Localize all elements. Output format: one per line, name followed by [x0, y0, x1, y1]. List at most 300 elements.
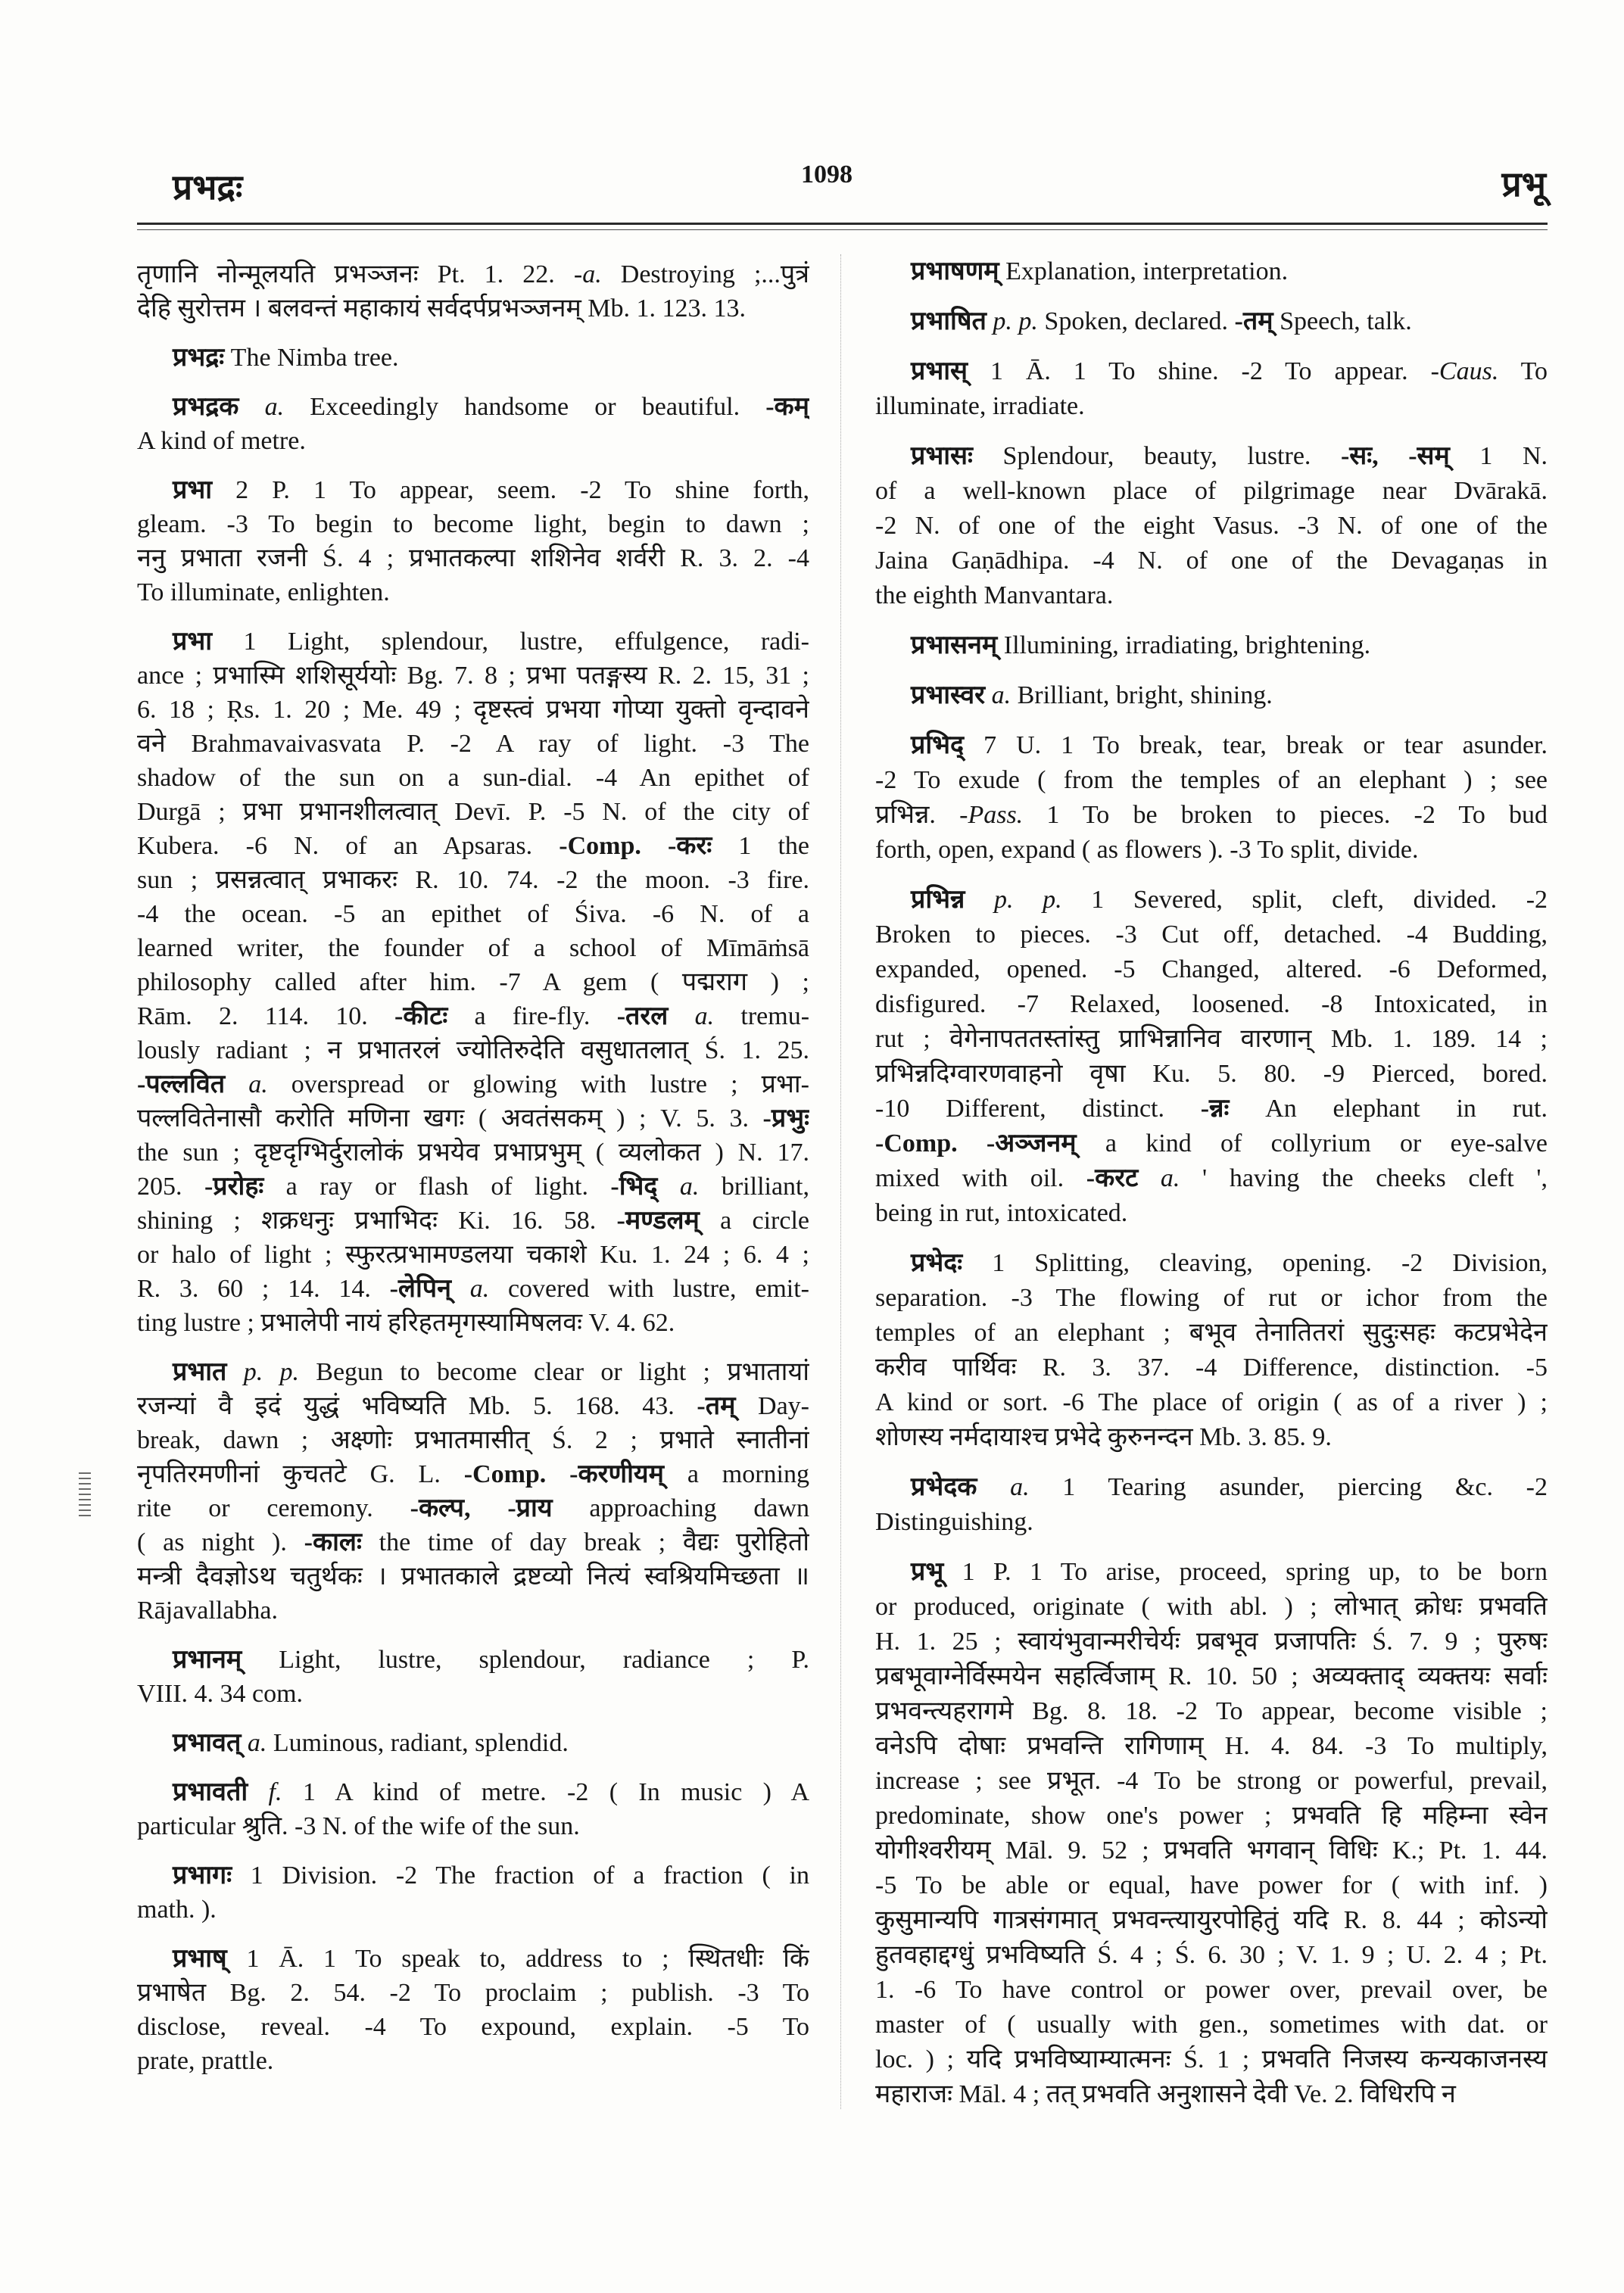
entry-text: mixed with oil. [875, 1164, 1086, 1192]
entry-line [875, 1126, 1548, 1161]
entry-text: 1 Splitting, cleaving, opening. -2 Division, [962, 1249, 1548, 1277]
headword: प्रभेदः [911, 1249, 963, 1277]
column-divider [840, 254, 841, 2109]
entry-text: करीव पार्थिवः R. 3. 37. -4 Difference, distinction. -5 [875, 1354, 1548, 1382]
entry-line [137, 575, 809, 609]
entry-text: Exceedingly handsome or beautiful. [284, 393, 766, 421]
entry-text: the time of day break ; वैद्यः पुरोहितो [361, 1528, 809, 1556]
entry-text: expanded, opened. -5 Changed, altered. -6 Deformed, [875, 955, 1548, 983]
entry-text: An elephant in rut. [1229, 1095, 1548, 1123]
entry-text: 1 the [712, 832, 809, 860]
entry-text: a circle [699, 1207, 809, 1235]
headword: प्रभू [911, 1558, 944, 1586]
entry-text: overspread or glowing with lustre ; प्रभा- [267, 1070, 809, 1098]
entry-text: 1 Severed, split, cleft, divided. -2 [1061, 886, 1548, 914]
entry-text: ननु प्रभाता रजनी Ś. 4 ; प्रभातकल्पा शशिनेव शर्वरी R. 3. 2. -4 [137, 544, 809, 572]
headword: प्रभा [173, 476, 213, 504]
entry-text: 1 To be broken to pieces. -2 To bud [1023, 801, 1548, 829]
grammar-label: a. [582, 260, 602, 288]
headword: प्रभागः [173, 1862, 232, 1890]
entry-text: disclose, reveal. -4 To expound, explain. -5 To [137, 2013, 809, 2041]
entry-line [137, 863, 809, 897]
entry-text: देहि सुरोत्तम । बलवन्तं महाकायं सर्वदर्पप्रभञ्जनम् Mb. 1. 123. 13. [137, 294, 747, 322]
entry-text [985, 681, 992, 709]
grammar-label: a. [264, 393, 285, 421]
entry-text: R. 3. 60 ; 14. 14. [137, 1275, 390, 1303]
entry-text: Day- [735, 1392, 809, 1420]
entry-text: philosophy called after him. -7 A gem ( पद्मराग ) ; [137, 968, 809, 996]
entry-line [137, 1457, 809, 1491]
entry-line [137, 1643, 809, 1677]
entry-text: ting lustre ; प्रभालेपी नायं हरिहतमृगस्यामिषलवः V. 4. 62. [137, 1309, 675, 1337]
entry-line [875, 1420, 1548, 1455]
entry-line [875, 1057, 1548, 1092]
entry-text: To illuminate, enlighten. [137, 578, 390, 606]
entry-text: Kubera. -6 N. of an Apsaras. [137, 832, 560, 860]
entry-text: rut ; वेगेनापततस्तांस्तु प्राभिन्नानिव वारणान् Mb. 1. 189. 14 ; [875, 1025, 1548, 1053]
entry-text: 1 P. 1 To arise, proceed, spring up, to be born [943, 1558, 1548, 1586]
subentry-label: -प्रभुः [762, 1104, 809, 1132]
entry-text: 1 N. [1449, 442, 1548, 470]
entry-text: brilliant, [699, 1173, 809, 1201]
entry-text: 205. [137, 1173, 204, 1201]
entry-text: a ray or flash of light. [263, 1173, 611, 1201]
subentry-label: -प्ररोहः [204, 1173, 264, 1201]
entry-text: To [1498, 357, 1548, 385]
entry-line [875, 952, 1548, 987]
entry-text: prate, prattle. [137, 2047, 274, 2075]
dictionary-entry [137, 390, 809, 458]
dictionary-entry [137, 1355, 809, 1628]
entry-line [875, 389, 1548, 424]
entry-text: a kind of collyrium or eye-salve [1076, 1129, 1548, 1157]
subentry-label: -करः [667, 832, 712, 860]
entry-text: योगीश्वरीयम् Māl. 9. 52 ; प्रभवति भगवान् विधिः K.; Pt. 1. 44. [875, 1837, 1548, 1865]
headword: प्रभासः [911, 442, 973, 470]
entry-text [225, 1070, 248, 1098]
entry-text [1138, 1164, 1161, 1192]
dictionary-entry [137, 625, 809, 1340]
dictionary-entry [875, 1555, 1548, 2112]
entry-text: or halo of light ; स्फुरत्प्रभामण्डलया चकाशे Ku. 1. 24 ; 6. 4 ; [137, 1241, 809, 1269]
entry-line [137, 390, 809, 424]
entry-line [875, 1161, 1548, 1196]
headword: प्रभिद् [911, 731, 965, 759]
entry-line [875, 1590, 1548, 1625]
entry-line [875, 439, 1548, 474]
entry-text: Speech, talk. [1273, 307, 1412, 335]
entry-text: -4 the ocean. -5 an epithet of Śiva. -6 N. of a [137, 900, 809, 928]
entry-line [137, 1101, 809, 1136]
entry-text [965, 886, 994, 914]
entry-text: Begun to become clear or light ; प्रभातायां [299, 1358, 809, 1386]
grammar-label: p. p. [994, 886, 1062, 914]
entry-text: break, dawn ; अक्ष्णोः प्रभातमासीत् Ś. 2 ; प्रभाते स्नातीनां [137, 1426, 809, 1454]
entry-line [137, 541, 809, 575]
entry-text: Broken to pieces. -3 Cut off, detached. -4 Budding, [875, 921, 1548, 949]
entry-text: 1 Tearing asunder, piercing &c. -2 [1029, 1473, 1548, 1501]
entry-text: हुतवहाद्दग्धुं प्रभविष्यति Ś. 4 ; Ś. 6. 30 ; V. 1. 9 ; U. 2. 4 ; Pt. [875, 1941, 1548, 1969]
entry-line [875, 918, 1548, 952]
entry-text: प्रबभूवाग्नेर्विस्मयेन सहर्त्विजाम् R. 10. 50 ; अव्यक्ताद् व्यक्तयः सर्वाः [875, 1662, 1548, 1690]
entry-line [875, 578, 1548, 613]
entry-line [875, 728, 1548, 763]
entry-text: H. 1. 25 ; स्वायंभुवान्मरीचेर्यः प्रबभूव प्रजापतिः Ś. 7. 9 ; पुरुषः [875, 1628, 1548, 1656]
entry-line [875, 1973, 1548, 2008]
entry-text: shining ; शक्रधनुः प्रभाभिदः Ki. 16. 58. [137, 1207, 617, 1235]
subentry-label: -Comp. [463, 1460, 547, 1488]
entry-line [137, 473, 809, 507]
dictionary-entry [137, 1726, 809, 1760]
entry-text: रजन्यां वै इदं युद्धं भविष्यति Mb. 5. 168. 43. [137, 1392, 697, 1420]
dictionary-entry [875, 1470, 1548, 1540]
entry-line [137, 424, 809, 458]
entry-line [137, 2044, 809, 2078]
entry-text [977, 1473, 1010, 1501]
entry-line [137, 1942, 809, 1976]
entry-text: 1 Division. -2 The fraction of a fraction ( in [232, 1862, 809, 1890]
entry-text: तृणानि नोन्मूलयति प्रभञ्जनः Pt. 1. 22. - [137, 260, 583, 288]
headword: प्रभावती [173, 1778, 248, 1806]
entry-text: Jaina Gaṇādhipa. -4 N. of one of the Devagaṇas in [875, 547, 1548, 575]
entry-line [137, 1525, 809, 1559]
right-guide-word: प्रभू [1501, 165, 1546, 204]
entry-line [875, 1351, 1548, 1385]
entry-line [137, 1033, 809, 1067]
entry-line [137, 507, 809, 541]
grammar-label: a. [469, 1275, 490, 1303]
entry-text: -10 Different, distinct. [875, 1095, 1201, 1123]
headword: प्रभाष् [173, 1945, 227, 1973]
subentry-label: -Comp. [875, 1129, 958, 1157]
entry-text: covered with lustre, emit- [489, 1275, 809, 1303]
entry-line [875, 798, 1548, 833]
subentry-label: -लेपिन् [389, 1275, 451, 1303]
entry-text: learned writer, the founder of a school of Mīmāṁsā [137, 934, 809, 962]
entry-line [875, 2077, 1548, 2112]
entry-line [137, 1677, 809, 1711]
continued-entry [137, 257, 809, 326]
entry-line [137, 727, 809, 761]
entry-text: approaching dawn [552, 1494, 809, 1522]
entry-line [137, 1809, 809, 1843]
entry-text: sun ; प्रसन्नत्वात् प्रभाकरः R. 10. 74. -2 the moon. -3 fire. [137, 866, 809, 894]
entry-line [875, 1833, 1548, 1868]
entry-text: math. ). [137, 1896, 217, 1924]
entry-text [641, 832, 668, 860]
entry-text: Light, lustre, splendour, radiance ; P. [242, 1646, 809, 1674]
entry-text: Explanation, interpretation. [999, 257, 1289, 285]
entry-line [137, 257, 809, 291]
entry-line [137, 1238, 809, 1272]
dictionary-entry [137, 473, 809, 609]
subentry-label: -अञ्जनम् [986, 1129, 1077, 1157]
entry-text [451, 1275, 470, 1303]
entry-line [875, 1555, 1548, 1590]
entry-line [137, 693, 809, 727]
entry-text: or produced, originate ( with abl. ) ; लोभात् क्रोधः प्रभवति [875, 1593, 1548, 1621]
entry-text: illuminate, irradiate. [875, 392, 1085, 420]
entry-text: the sun ; दृष्टदृग्भिर्दुरालोकं प्रभयेव प्रभाप्रभुम् ( व्यलोकत ) N. 17. [137, 1139, 809, 1167]
entry-text: प्रभवन्त्यहरागमे Bg. 8. 18. -2 To appear, become visible ; [875, 1697, 1548, 1725]
entry-text [657, 1173, 679, 1201]
entry-text: -5 To be able or equal, have power for ( with inf. ) [875, 1871, 1548, 1899]
entry-text: gleam. -3 To begin to become light, begin to dawn ; [137, 510, 809, 538]
entry-line [875, 1729, 1548, 1764]
entry-line [875, 354, 1548, 389]
entry-line [137, 2010, 809, 2044]
entry-text: पल्लवितेनासौ करोति मणिना खगः ( अवतंसकम् ) ; V. 5. 3. [137, 1104, 763, 1132]
entry-text: वने Brahmavaivasvata P. -2 A ray of light. -3 The [137, 730, 809, 758]
entry-text: प्रभिन्न. - [875, 801, 968, 829]
grammar-label: a. [1010, 1473, 1030, 1501]
entry-line [875, 1022, 1548, 1057]
dictionary-entry [875, 883, 1548, 1231]
entry-line [137, 761, 809, 795]
headword: प्रभद्रक [173, 393, 239, 421]
entry-line [137, 1389, 809, 1423]
grammar-label: Caus. [1439, 357, 1499, 385]
entry-text: शोणस्य नर्मदायाश्च प्रभेदे कुरुनन्दन Mb. 3. 85. 9. [875, 1423, 1332, 1451]
entry-text: particular श्रुति. -3 N. of the wife of the sun. [137, 1812, 580, 1840]
dictionary-entry [875, 678, 1548, 713]
entry-text [226, 1358, 243, 1386]
subentry-label: -करट [1086, 1164, 1139, 1192]
page-number: 1098 [801, 160, 853, 188]
entry-line [137, 341, 809, 375]
dictionary-entry [875, 304, 1548, 339]
entry-line [137, 1559, 809, 1594]
entry-text: being in rut, intoxicated. [875, 1199, 1128, 1227]
entry-text: A kind of metre. [137, 427, 306, 455]
subentry-label: -भिद् [610, 1173, 658, 1201]
entry-line [875, 1694, 1548, 1729]
entry-text [241, 1729, 248, 1757]
grammar-label: a. [679, 1173, 700, 1201]
entry-line [137, 897, 809, 931]
entry-line [875, 254, 1548, 289]
left-column [137, 257, 809, 2078]
entry-text [238, 393, 264, 421]
entry-line [875, 987, 1548, 1022]
entry-line [137, 931, 809, 965]
subentry-label: -तरल [616, 1002, 669, 1030]
grammar-label: f. [268, 1778, 282, 1806]
entry-text: ' having the cheeks cleft ', [1180, 1164, 1548, 1192]
entry-line [137, 1067, 809, 1101]
entry-text: -2 N. of one of the eight Vasus. -3 N. of one of the [875, 512, 1548, 540]
entry-text: of a well-known place of pilgrimage near Dvārakā. [875, 477, 1548, 505]
subentry-label: -तम् [697, 1392, 736, 1420]
entry-line [137, 829, 809, 863]
entry-text: 1 Light, splendour, lustre, effulgence, radi- [212, 628, 809, 656]
entry-line [875, 1092, 1548, 1126]
entry-text: नृपतिरमणीनां कुचतटे G. L. [137, 1460, 464, 1488]
subentry-label: -न्नः [1200, 1095, 1230, 1123]
entry-text [248, 1778, 268, 1806]
entry-line [875, 1903, 1548, 1938]
headword: प्रभद्रः [173, 344, 225, 372]
entry-line [875, 628, 1548, 663]
entry-line [875, 1868, 1548, 1903]
headword: प्रभाषणम् [911, 257, 999, 285]
entry-text: Durgā ; प्रभा प्रभानशीलत्वात् Devī. P. -5 N. of the city of [137, 798, 809, 826]
dictionary-entry [137, 1942, 809, 2078]
entry-line [875, 1281, 1548, 1316]
subentry-label: -सः, -सम् [1340, 442, 1450, 470]
grammar-label: a. [991, 681, 1011, 709]
entry-text: shadow of the sun on a sun-dial. -4 An epithet of [137, 764, 809, 792]
entry-text: temples of an elephant ; बभूव तेनातितरां सुदुःसहः कटप्रभेदेन [875, 1319, 1548, 1347]
dictionary-entry [875, 354, 1548, 424]
header-rule [137, 223, 1548, 230]
entry-line [875, 1385, 1548, 1420]
entry-text: -2 To exude ( from the temples of an elephant ) ; see [875, 766, 1548, 794]
entry-text [958, 1129, 987, 1157]
entry-text: disfigured. -7 Relaxed, loosened. -8 Intoxicated, in [875, 990, 1548, 1018]
entry-line [875, 509, 1548, 544]
grammar-label: a. [247, 1729, 267, 1757]
entry-text: 1 Ā. 1 To shine. -2 To appear. - [968, 357, 1439, 385]
entry-text: 1 Ā. 1 To speak to, address to ; स्थितधीः किं [226, 1945, 809, 1973]
dictionary-entry [137, 1858, 809, 1927]
entry-line [137, 1858, 809, 1893]
entry-text: कुसुमान्यपि गात्रसंगमात् प्रभवन्त्यायुरपोहितुं यदि R. 8. 44 ; कोऽन्यो [875, 1906, 1548, 1934]
dictionary-entry [875, 254, 1548, 289]
entry-line [875, 1625, 1548, 1659]
headword: प्रभेदक [911, 1473, 977, 1501]
subentry-label: -Comp. [559, 832, 641, 860]
entry-text: separation. -3 The flowing of rut or ichor from the [875, 1284, 1548, 1312]
entry-line [875, 833, 1548, 868]
headword: प्रभिन्न [911, 886, 965, 914]
entry-line [875, 1470, 1548, 1505]
entry-line [875, 763, 1548, 798]
entry-line [137, 1726, 809, 1760]
entry-line [137, 1272, 809, 1306]
entry-text: Destroying ;...पुत्रं [601, 260, 809, 288]
entry-line [875, 883, 1548, 918]
entry-line [137, 1594, 809, 1628]
entry-text: Distinguishing. [875, 1508, 1033, 1536]
entry-line [875, 1246, 1548, 1281]
entry-line [137, 1893, 809, 1927]
entry-text: the eighth Manvantara. [875, 581, 1114, 609]
dictionary-entry [137, 1643, 809, 1711]
entry-text: महाराजः Māl. 4 ; तत् प्रभवति अनुशासने देवी Ve. 2. विधिरपि न [875, 2080, 1456, 2108]
dictionary-entry [875, 439, 1548, 613]
entry-text: ( as night ). [137, 1528, 304, 1556]
entry-text: Brilliant, bright, shining. [1011, 681, 1273, 709]
entry-text: VIII. 4. 34 com. [137, 1680, 304, 1708]
entry-text: 1. -6 To have control or power over, prevail over, be [875, 1976, 1548, 2004]
right-column [875, 254, 1548, 2112]
subentry-label: -तम् [1234, 307, 1273, 335]
entry-text: वनेऽपि दोषाः प्रभवन्ति रागिणाम् H. 4. 84. -3 To multiply, [875, 1732, 1548, 1760]
entry-text: The Nimba tree. [224, 344, 399, 372]
headword: प्रभासनम् [911, 631, 998, 659]
entry-line [875, 1196, 1548, 1231]
subentry-label: -करणीयम् [569, 1460, 664, 1488]
dictionary-entry [875, 1246, 1548, 1455]
entry-line [875, 474, 1548, 509]
entry-line [137, 1976, 809, 2010]
entry-line [137, 1204, 809, 1238]
left-guide-word: प्रभद्रः [173, 168, 243, 207]
entry-text: A kind or sort. -6 The place of origin ( as of a river ) ; [875, 1388, 1548, 1416]
entry-text: Spoken, declared. [1037, 307, 1235, 335]
entry-line [137, 999, 809, 1033]
headword: प्रभानम् [173, 1646, 242, 1674]
dictionary-entry [137, 1775, 809, 1843]
entry-text: 2 P. 1 To appear, seem. -2 To shine forth, [212, 476, 809, 504]
entry-text: Rājavallabha. [137, 1597, 278, 1625]
grammar-label: a. [694, 1002, 715, 1030]
dictionary-entry [875, 728, 1548, 868]
grammar-label: a. [1160, 1164, 1180, 1192]
entry-text: loc. ) ; यदि प्रभविष्याम्यात्मनः Ś. 1 ; प्रभवति निजस्य कन्यकाजनस्य [875, 2045, 1548, 2073]
subentry-label: -मण्डलम् [616, 1207, 700, 1235]
entry-text: Luminous, radiant, splendid. [267, 1729, 569, 1757]
dictionary-entry [137, 341, 809, 375]
grammar-label: p. p. [243, 1358, 299, 1386]
entry-line [137, 1423, 809, 1457]
entry-text: rite or ceremony. [137, 1494, 410, 1522]
entry-line [137, 291, 809, 326]
entry-text: lously radiant ; न प्रभातरलं ज्योतिरुदेति वसुधातलात् Ś. 1. 25. [137, 1036, 809, 1064]
entry-line [875, 678, 1548, 713]
entry-text: प्रभिन्नदिग्वारणवाहनो वृषा Ku. 5. 80. -9 Pierced, bored. [875, 1060, 1548, 1088]
entry-line [137, 965, 809, 999]
dictionary-entry [875, 628, 1548, 663]
entry-line [137, 659, 809, 693]
subentry-label: -कम् [765, 393, 809, 421]
entry-text: tremu- [714, 1002, 809, 1030]
entry-line [137, 625, 809, 659]
entry-text: ance ; प्रभास्मि शशिसूर्ययोः Bg. 7. 8 ; प्रभा पतङ्गस्य R. 2. 15, 31 ; [137, 662, 809, 690]
headword: प्रभास्वर [911, 681, 986, 709]
entry-line [875, 1799, 1548, 1833]
entry-text: 6. 18 ; Ṛs. 1. 20 ; Me. 49 ; दृष्टस्त्वं प्रभया गोप्या युक्तो वृन्दावने [137, 696, 809, 724]
entry-text: a morning [663, 1460, 809, 1488]
headword: प्रभाषित [911, 307, 987, 335]
margin-scan-mark [79, 1472, 91, 1519]
entry-text: predominate, show one's power ; प्रभवति हि महिम्ना स्वेन [875, 1802, 1548, 1830]
entry-line [137, 1306, 809, 1340]
entry-line [137, 1491, 809, 1525]
entry-text: Illumining, irradiating, brightening. [997, 631, 1371, 659]
entry-line [875, 1659, 1548, 1694]
entry-line [137, 1170, 809, 1204]
entry-line [137, 1775, 809, 1809]
subentry-label: -कालः [304, 1528, 362, 1556]
headword: प्रभास् [911, 357, 968, 385]
entry-text [546, 1460, 569, 1488]
entry-text: Splendour, beauty, lustre. [972, 442, 1341, 470]
entry-text: master of ( usually with gen., sometimes with dat. or [875, 2011, 1548, 2039]
entry-line [875, 1505, 1548, 1540]
entry-text: increase ; see प्रभूत. -4 To be strong or powerful, prevail, [875, 1767, 1548, 1795]
entry-text: Rām. 2. 114. 10. [137, 1002, 394, 1030]
entry-line [875, 1316, 1548, 1351]
subentry-label: -पल्लवित [137, 1070, 226, 1098]
headword: प्रभा [173, 628, 213, 656]
grammar-label: Pass. [968, 801, 1024, 829]
entry-text: प्रभाषेत Bg. 2. 54. -2 To proclaim ; publish. -3 To [137, 1979, 809, 2007]
grammar-label: a. [248, 1070, 268, 1098]
entry-line [875, 2008, 1548, 2042]
entry-text: मन्त्री दैवज्ञोऽथ चतुर्थकः । प्रभातकाले द्रष्टव्यो नित्यं स्वश्रियमिच्छता ॥ [137, 1562, 809, 1590]
